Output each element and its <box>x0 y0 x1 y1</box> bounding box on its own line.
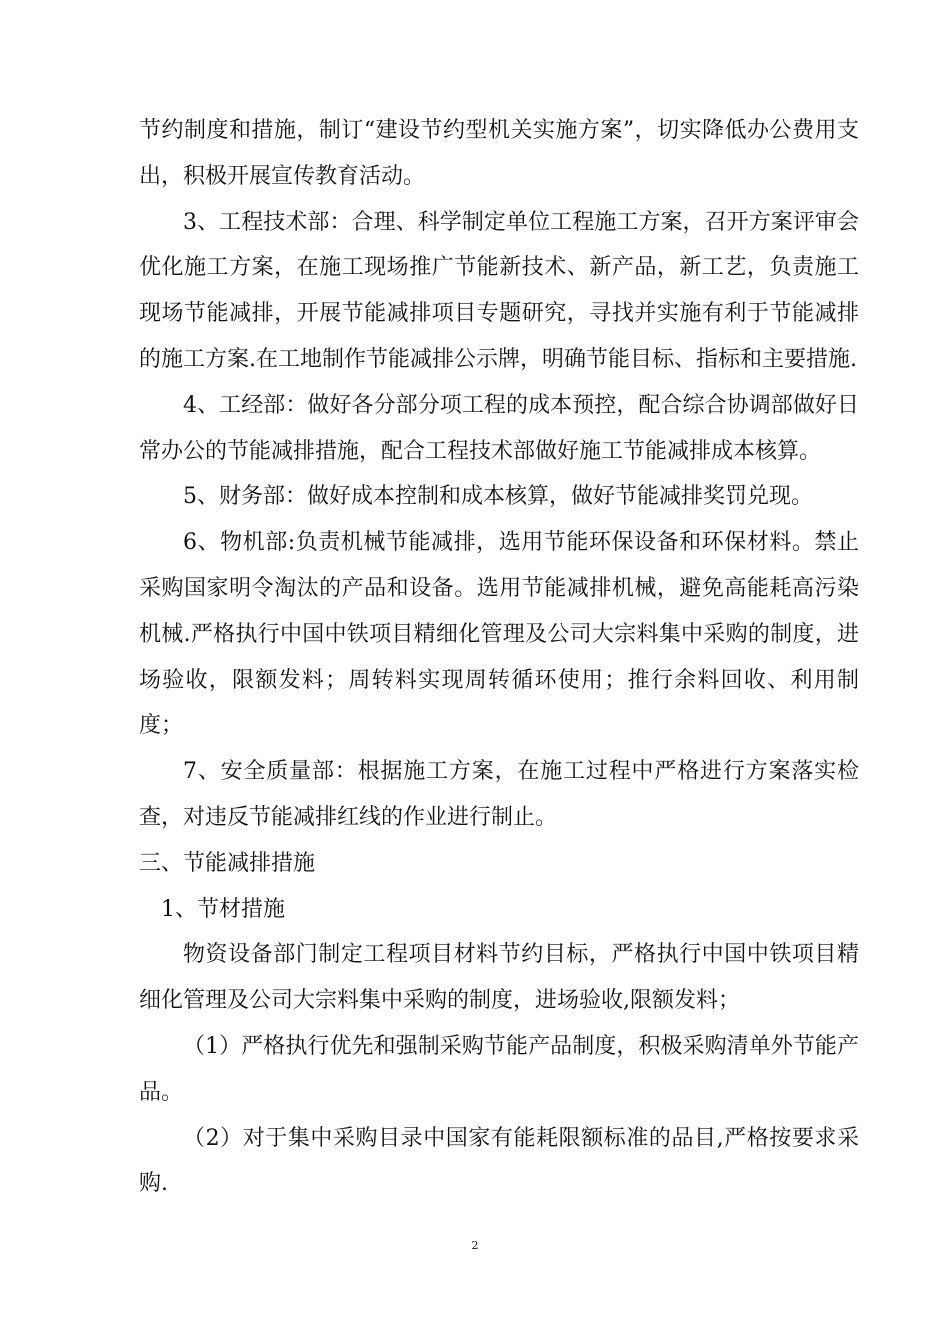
list-item-2: （2）对于集中采购目录中国家有能耗限额标准的品目,严格按要求采购. <box>139 1125 859 1197</box>
paragraph-continuation: 节约制度和措施，制订“建设节约型机关实施方案”，切实降低办公费用支出，积极开展宣传教育活动。 <box>139 118 859 189</box>
page-number: 2 <box>471 1239 479 1252</box>
paragraph-engineering-dept: 3、工程技术部：合理、科学制定单位工程施工方案，召开方案评审会优化施工方案，在施工现场推广节能新技术、新产品，新工艺，负责施工现场节能减排，开展节能减排项目专题研究，寻找并实施有利于节能减排的施工方案.在工地制作节能减排公示牌，明确节能目标、指标和主要措施. <box>139 209 859 372</box>
paragraph-finance-dept: 5、财务部：做好成本控制和成本核算，做好节能减排奖罚兑现。 <box>183 484 813 510</box>
paragraph-material-targets: 物资设备部门制定工程项目材料节约目标，严格执行中国中铁项目精细化管理及公司大宗料集中采购的制度，进场验收,限额发料； <box>139 942 859 1014</box>
subsection-heading: 1、节材措施 <box>161 896 285 922</box>
body-text <box>139 108 859 1207</box>
section-heading: 三、节能减排措施 <box>139 850 316 876</box>
paragraph-economics-dept: 4、工经部：做好各分部分项工程的成本预控，配合综合协调部做好日常办公的节能减排措施，配合工程技术部做好施工节能减排成本核算。 <box>139 392 859 464</box>
paragraph-materials-dept: 6、物机部:负责机械节能减排，选用节能环保设备和环保材料。禁止采购国家明令淘汰的产品和设备。选用节能减排机械，避免高能耗高污染机械.严格执行中国中铁项目精细化管理及公司大宗料集中采购的制度，进场验收，限额发料；周转料实现周转循环使用；推行余料回收、利用制度； <box>139 530 859 739</box>
list-item-1: （1）严格执行优先和强制采购节能产品制度，积极采购清单外节能产品。 <box>139 1033 859 1105</box>
paragraph-safety-quality-dept: 7、安全质量部：根据施工方案，在施工过程中严格进行方案落实检查，对违反节能减排红线的作业进行制止。 <box>139 759 859 830</box>
